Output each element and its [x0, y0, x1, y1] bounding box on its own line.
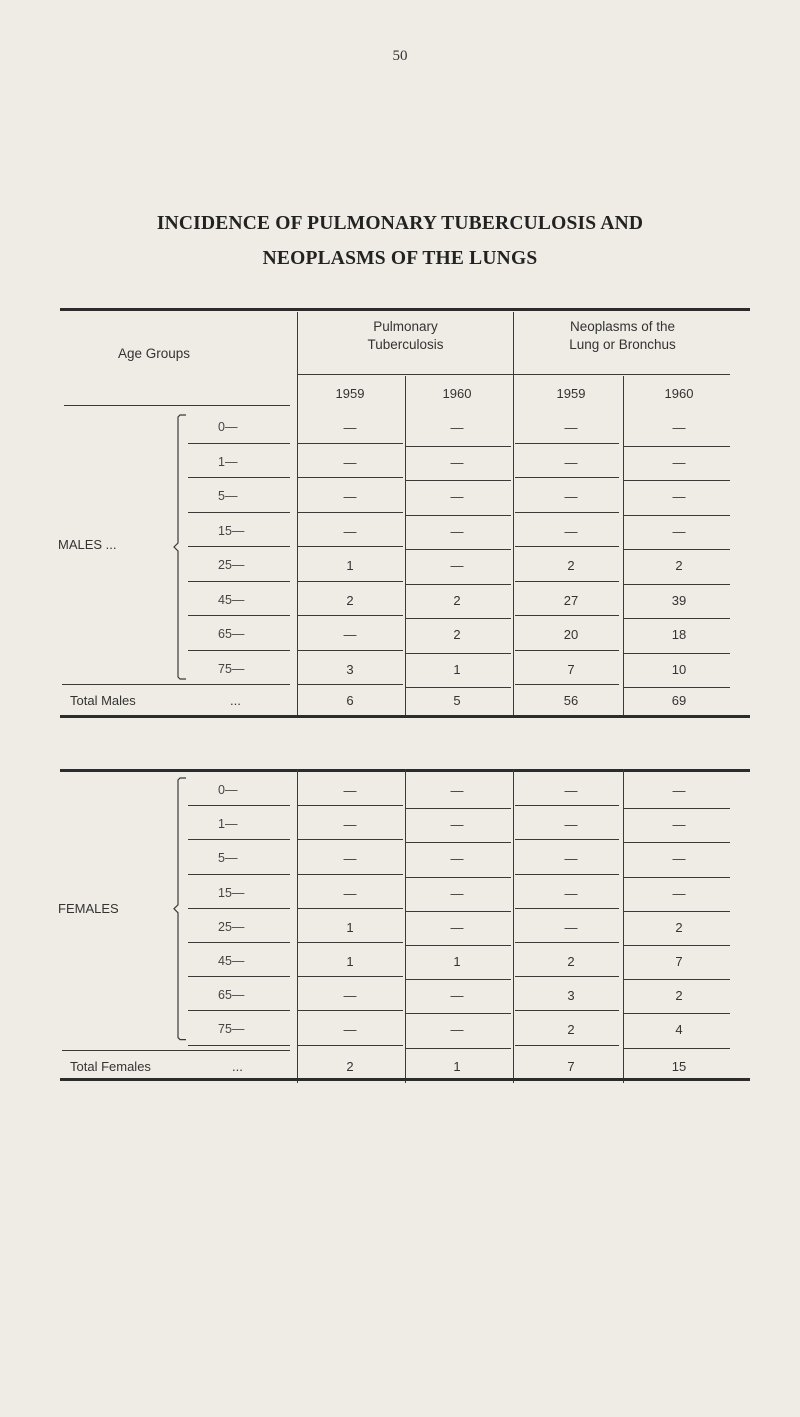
males-row-rule-c4-4 — [624, 549, 730, 550]
males-cell-r3-c1: — — [343, 489, 357, 504]
females-row-rule-c1-5 — [298, 942, 403, 943]
males-total-rule-left — [62, 684, 290, 685]
males-row-rule-c1-2 — [298, 477, 403, 478]
females-row-rule-c2-1 — [406, 808, 511, 809]
females-cell-r8-c2: — — [450, 1022, 464, 1038]
males-row-rule-c4-3 — [624, 515, 730, 516]
males-total-dots: ... — [230, 693, 241, 708]
females-total-c1: 2 — [346, 1059, 354, 1074]
males-cell-r7-c3: 20 — [563, 627, 579, 642]
males-row-rule-c4-6 — [624, 618, 730, 619]
females-row-rule-age-1 — [188, 805, 290, 806]
males-row-rule-c1-6 — [298, 615, 403, 616]
header-year-1: 1959 — [335, 386, 365, 401]
page-number: 50 — [392, 48, 408, 64]
header-neoplasms-line2: Lung or Bronchus — [569, 337, 676, 352]
females-cell-r5-c3: — — [564, 919, 578, 935]
males-group-label: MALES ... — [58, 537, 117, 552]
males-cell-r8-c2: 1 — [453, 661, 461, 677]
males-vsep-1 — [297, 406, 298, 717]
males-cell-r2-c3: — — [564, 454, 578, 470]
males-cell-r7-c1: — — [343, 627, 357, 642]
females-cell-r7-c3: 3 — [567, 988, 575, 1004]
males-cell-r2-c4: — — [672, 454, 686, 470]
males-row-rule-c2-3 — [406, 515, 511, 516]
females-cell-r3-c1: — — [343, 851, 357, 867]
males-cell-r5-c1: 1 — [346, 558, 354, 573]
females-row-rule-age-7 — [188, 1010, 290, 1011]
females-row-rule-c1-2 — [298, 839, 403, 840]
header-year-3: 1959 — [556, 386, 586, 401]
males-cell-r1-c1: — — [343, 420, 357, 435]
females-cell-r1-c1: — — [343, 783, 357, 798]
males-row-rule-c4-8 — [624, 687, 730, 688]
females-row-rule-c2-3 — [406, 877, 511, 878]
males-row-rule-c4-1 — [624, 446, 730, 447]
females-group-label: FEMALES — [58, 901, 119, 916]
females-cell-r6-c4: 7 — [675, 954, 683, 969]
males-vsep-4 — [623, 406, 624, 717]
females-row-rule-c4-7 — [624, 1013, 730, 1014]
females-total-label: Total Females — [70, 1059, 151, 1074]
females-cell-r4-c1: — — [343, 885, 357, 901]
females-cell-r2-c3: — — [564, 817, 578, 833]
header-neoplasms-line1: Neoplasms of the — [569, 319, 676, 334]
males-row-rule-c4-2 — [624, 480, 730, 481]
males-row-rule-age-4 — [188, 546, 290, 547]
males-cell-r8-c3: 7 — [567, 661, 575, 677]
males-row-rule-c3-3 — [515, 512, 619, 513]
males-cell-r3-c4: — — [672, 489, 686, 504]
males-row-rule-c2-8 — [406, 687, 511, 688]
males-total-c4: 69 — [671, 693, 687, 708]
females-cell-r6-c2: 1 — [453, 954, 461, 969]
males-cell-r6-c3: 27 — [563, 592, 579, 608]
females-total-c4: 15 — [671, 1059, 687, 1074]
females-cell-r5-c1: 1 — [346, 919, 354, 935]
males-row-rule-c2-6 — [406, 618, 511, 619]
females-row-rule-age-3 — [188, 874, 290, 875]
males-row-rule-age-2 — [188, 477, 290, 478]
males-brace-bracket — [172, 414, 192, 682]
males-total-c2: 5 — [453, 693, 461, 708]
males-cell-r5-c3: 2 — [567, 558, 575, 573]
males-cell-r8-c1: 3 — [346, 661, 354, 677]
males-row-rule-c2-4 — [406, 549, 511, 550]
females-row-rule-age-4 — [188, 908, 290, 909]
females-row-rule-c4-8 — [624, 1048, 730, 1049]
header-year-2: 1960 — [442, 386, 472, 401]
females-cell-r6-c3: 2 — [567, 954, 575, 969]
males-cell-r8-c4: 10 — [671, 661, 687, 677]
males-row-rule-c1-8 — [298, 684, 403, 685]
females-row-rule-c4-4 — [624, 911, 730, 912]
males-age-8: 75— — [218, 661, 245, 676]
females-row-rule-c1-4 — [298, 908, 403, 909]
females-row-rule-c3-7 — [515, 1010, 619, 1011]
males-cell-r3-c3: — — [564, 489, 578, 504]
females-cell-r2-c2: — — [450, 817, 464, 833]
males-cell-r5-c4: 2 — [675, 558, 683, 573]
females-cell-r1-c4: — — [672, 783, 686, 798]
header-vsep-2 — [405, 376, 406, 408]
females-row-rule-c1-1 — [298, 805, 403, 806]
males-age-3: 5— — [218, 489, 238, 503]
males-cell-r1-c3: — — [564, 420, 578, 435]
females-vsep-3 — [513, 769, 514, 1083]
males-vsep-3 — [513, 406, 514, 717]
females-cell-r1-c2: — — [450, 783, 464, 798]
females-row-rule-c1-7 — [298, 1010, 403, 1011]
males-row-rule-c4-5 — [624, 584, 730, 585]
females-cell-r3-c4: — — [672, 851, 686, 867]
males-age-2: 1— — [218, 454, 238, 469]
females-cell-r4-c4: — — [672, 885, 686, 901]
males-cell-r1-c2: — — [450, 420, 464, 435]
females-row-rule-c4-5 — [624, 945, 730, 946]
females-age-2: 1— — [218, 817, 238, 832]
males-cell-r2-c1: — — [343, 454, 357, 470]
females-row-rule-c1-3 — [298, 874, 403, 875]
females-row-rule-c2-6 — [406, 979, 511, 980]
females-total-rule-left — [62, 1050, 290, 1051]
males-row-rule-c3-8 — [515, 684, 619, 685]
males-row-rule-c2-2 — [406, 480, 511, 481]
females-vsep-2 — [405, 769, 406, 1083]
males-total-label: Total Males — [70, 693, 136, 708]
table-top-rule — [60, 308, 750, 311]
males-row-rule-age-1 — [188, 443, 290, 444]
males-vsep-2 — [405, 406, 406, 717]
females-vsep-1 — [297, 769, 298, 1083]
females-row-rule-c3-2 — [515, 839, 619, 840]
males-row-rule-c1-5 — [298, 581, 403, 582]
header-bottom-rule-left — [64, 405, 290, 406]
males-row-rule-c1-3 — [298, 512, 403, 513]
males-cell-r3-c2: — — [450, 489, 464, 504]
title-line-2: NEOPLASMS OF THE LUNGS — [262, 248, 538, 269]
males-row-rule-c1-7 — [298, 650, 403, 651]
females-age-3: 5— — [218, 851, 238, 866]
females-row-rule-c3-1 — [515, 805, 619, 806]
females-row-rule-c3-3 — [515, 874, 619, 875]
males-bottom-rule — [60, 715, 750, 718]
females-cell-r4-c3: — — [564, 885, 578, 901]
females-row-rule-c1-8 — [298, 1045, 403, 1046]
females-row-rule-c4-1 — [624, 808, 730, 809]
males-cell-r1-c4: — — [672, 420, 686, 435]
males-cell-r2-c2: — — [450, 454, 464, 470]
males-cell-r4-c1: — — [343, 523, 357, 539]
males-row-rule-c2-5 — [406, 584, 511, 585]
males-cell-r6-c4: 39 — [671, 592, 687, 608]
males-total-c3: 56 — [563, 693, 579, 708]
header-pulmonary-line2: Tuberculosis — [367, 337, 444, 352]
header-vsep-1 — [297, 312, 298, 408]
females-age-7: 65— — [218, 988, 245, 1003]
females-total-c3: 7 — [567, 1059, 575, 1074]
females-row-rule-c2-2 — [406, 842, 511, 843]
females-cell-r3-c3: — — [564, 851, 578, 867]
females-vsep-4 — [623, 769, 624, 1083]
males-row-rule-c4-7 — [624, 653, 730, 654]
females-row-rule-c3-5 — [515, 942, 619, 943]
males-cell-r4-c3: — — [564, 523, 578, 539]
males-age-6: 45— — [218, 592, 245, 607]
header-year-rule — [298, 374, 730, 375]
title-line-1: INCIDENCE OF PULMONARY TUBERCULOSIS AND — [156, 213, 644, 234]
females-row-rule-c3-4 — [515, 908, 619, 909]
females-cell-r6-c1: 1 — [346, 954, 354, 969]
males-row-rule-c2-1 — [406, 446, 511, 447]
females-row-rule-c4-2 — [624, 842, 730, 843]
females-total-dots: ... — [232, 1059, 243, 1074]
males-cell-r6-c2: 2 — [453, 592, 461, 608]
females-cell-r1-c3: — — [564, 783, 578, 798]
header-vsep-3 — [513, 312, 514, 408]
females-row-rule-c3-6 — [515, 976, 619, 977]
males-cell-r4-c2: — — [450, 523, 464, 539]
females-row-rule-c4-6 — [624, 979, 730, 980]
females-cell-r2-c1: — — [343, 817, 357, 833]
males-row-rule-age-7 — [188, 650, 290, 651]
males-cell-r6-c1: 2 — [346, 592, 354, 608]
females-row-rule-c3-8 — [515, 1045, 619, 1046]
females-cell-r8-c1: — — [343, 1022, 357, 1038]
females-age-5: 25— — [218, 919, 245, 934]
females-row-rule-c2-7 — [406, 1013, 511, 1014]
males-row-rule-c3-5 — [515, 581, 619, 582]
females-cell-r7-c4: 2 — [675, 988, 683, 1004]
females-cell-r7-c1: — — [343, 988, 357, 1004]
males-cell-r5-c2: — — [450, 558, 464, 573]
females-total-c2: 1 — [453, 1059, 461, 1074]
males-age-1: 0— — [218, 420, 238, 434]
males-row-rule-c1-1 — [298, 443, 403, 444]
females-bottom-rule — [60, 1078, 750, 1081]
females-row-rule-age-8 — [188, 1045, 290, 1046]
header-vsep-4 — [623, 376, 624, 408]
header-age-groups: Age Groups — [118, 346, 191, 361]
females-brace-bracket — [172, 777, 192, 1043]
females-row-rule-c2-5 — [406, 945, 511, 946]
males-row-rule-c3-4 — [515, 546, 619, 547]
females-row-rule-c2-4 — [406, 911, 511, 912]
females-cell-r2-c4: — — [672, 817, 686, 833]
females-age-4: 15— — [218, 885, 245, 900]
males-row-rule-age-6 — [188, 615, 290, 616]
males-age-7: 65— — [218, 627, 245, 641]
males-row-rule-c3-6 — [515, 615, 619, 616]
males-row-rule-c1-4 — [298, 546, 403, 547]
females-row-rule-c4-3 — [624, 877, 730, 878]
females-cell-r3-c2: — — [450, 851, 464, 867]
males-cell-r7-c2: 2 — [453, 627, 461, 642]
females-row-rule-age-6 — [188, 976, 290, 977]
females-cell-r8-c4: 4 — [675, 1022, 683, 1038]
males-row-rule-age-5 — [188, 581, 290, 582]
males-age-4: 15— — [218, 523, 245, 538]
males-age-5: 25— — [218, 558, 245, 572]
females-row-rule-c1-6 — [298, 976, 403, 977]
header-year-4: 1960 — [664, 386, 694, 401]
males-row-rule-c3-2 — [515, 477, 619, 478]
females-cell-r5-c2: — — [450, 919, 464, 935]
females-row-rule-c2-8 — [406, 1048, 511, 1049]
females-age-8: 75— — [218, 1022, 245, 1037]
females-cell-r4-c2: — — [450, 885, 464, 901]
males-row-rule-c3-7 — [515, 650, 619, 651]
males-row-rule-c2-7 — [406, 653, 511, 654]
males-row-rule-age-3 — [188, 512, 290, 513]
males-cell-r4-c4: — — [672, 523, 686, 539]
header-pulmonary-line1: Pulmonary — [373, 319, 438, 334]
males-row-rule-c3-1 — [515, 443, 619, 444]
males-total-c1: 6 — [346, 693, 354, 708]
females-cell-r8-c3: 2 — [567, 1022, 575, 1038]
females-cell-r7-c2: — — [450, 988, 464, 1004]
females-age-1: 0— — [218, 783, 238, 797]
females-row-rule-age-2 — [188, 839, 290, 840]
females-cell-r5-c4: 2 — [675, 919, 683, 935]
females-age-6: 45— — [218, 954, 245, 968]
females-row-rule-age-5 — [188, 942, 290, 943]
males-cell-r7-c4: 18 — [671, 627, 687, 642]
